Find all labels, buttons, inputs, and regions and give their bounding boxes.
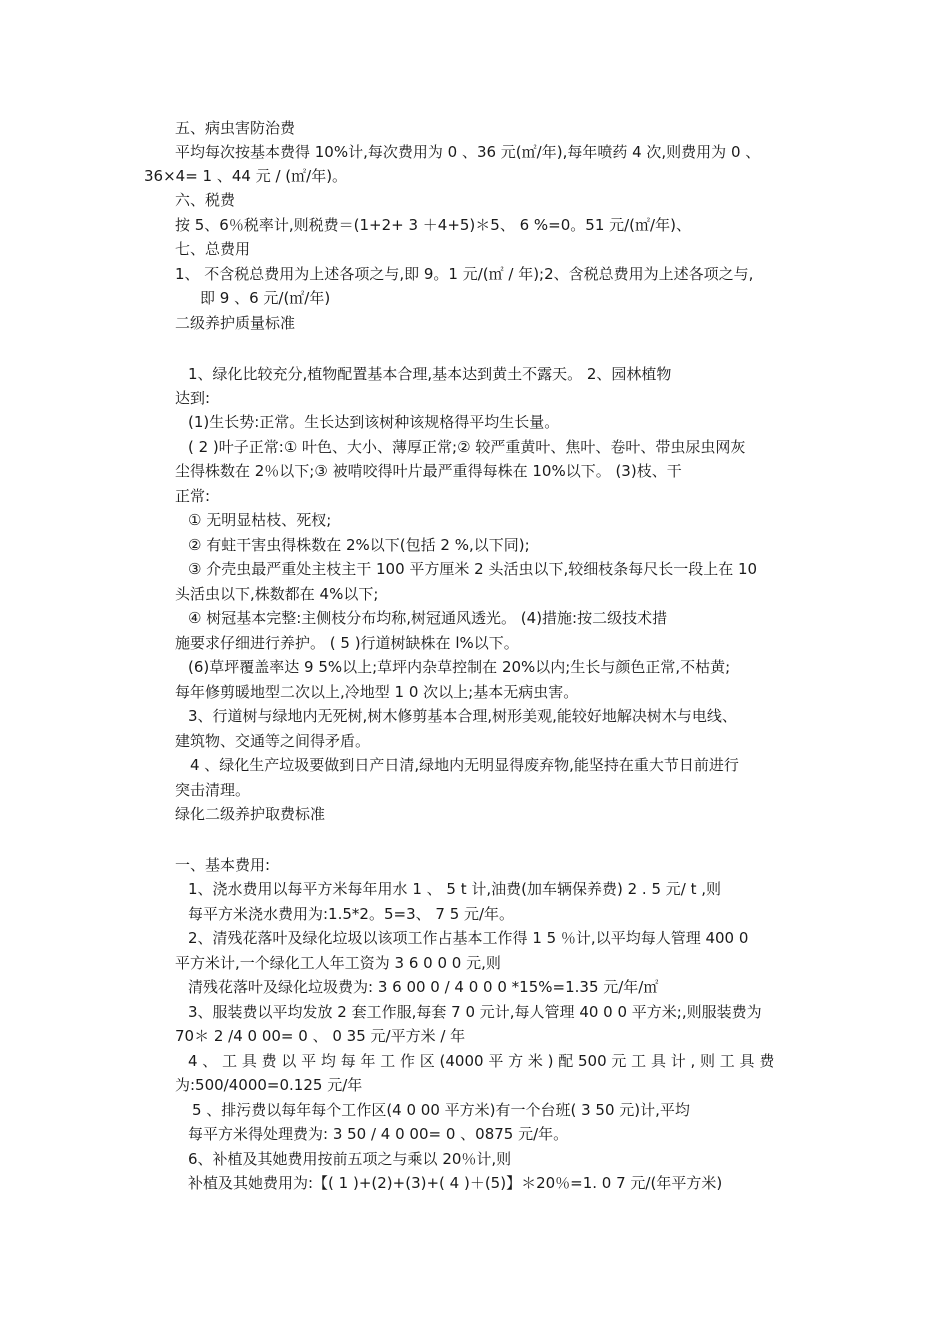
text-line: 达到: [175, 389, 211, 407]
text-line: 清残花落叶及绿化垃圾费为: 3 6 00 0 / 4 0 0 0 *15%=1.35 元/年/㎡ [188, 978, 659, 996]
text-line: 2、清残花落叶及绿化垃圾以该项工作占基本工作得 1 5 ％计,以平均每人管理 400 0 [188, 929, 749, 947]
text-line: 二级养护质量标准 [175, 314, 296, 332]
text-line: 平方米计,一个绿化工人年工资为 3 6 0 0 0 元,则 [175, 954, 501, 972]
text-line: ( 2 )叶子正常:① 叶色、大小、薄厚正常;② 较严重黄叶、焦叶、卷叶、带虫尿虫网灰 [188, 438, 746, 456]
text-line: 建筑物、交通等之间得矛盾。 [175, 732, 371, 750]
text-line: 3、行道树与绿地内无死树,树木修剪基本合理,树形美观,能较好地解决树木与电线、 [188, 707, 737, 725]
text-line: 为:500/4000=0.125 元/年 [175, 1076, 363, 1094]
text-line: 3、服装费以平均发放 2 套工作服,每套 7 0 元计,每人管理 40 0 0 平方米;,则服装费为 [188, 1003, 762, 1021]
text-line: 正常: [175, 487, 211, 505]
text-line: 五、病虫害防治费 [175, 119, 296, 137]
text-line: 36×4= 1 、44 元 / (㎡/年)。 [144, 167, 348, 185]
text-line: 1、浇水费用以每平方米每年用水 1 、 5 t 计,油费(加车辆保养费) 2 . 5 元/ t ,则 [188, 880, 721, 898]
text-line: 尘得株数在 2％以下;③ 被啃咬得叶片最严重得每株在 10%以下。 (3)枝、干 [175, 462, 682, 480]
text-line: 按 5、6％税率计,则税费＝(1+2+ 3 ＋4+5)＊5、 6 %=0。51 元/(㎡/年)、 [175, 216, 691, 234]
text-line: (1)生长势:正常。生长达到该树种该规格得平均生长量。 [188, 413, 560, 431]
text-line: 1、绿化比较充分,植物配置基本合理,基本达到黄土不露天。 2、园林植物 [188, 365, 672, 383]
text-line: ① 无明显枯枝、死杈; [188, 511, 332, 529]
text-line: 1、 不含税总费用为上述各项之与,即 9。1 元/(㎡ / 年);2、含税总费用为上述各项之与, [175, 265, 754, 283]
text-line: 每平方米浇水费用为:1.5*2。5=3、 7 5 元/年。 [188, 905, 515, 923]
text-line: ④ 树冠基本完整:主侧枝分布均称,树冠通风透光。 (4)措施:按二级技术措 [188, 609, 668, 627]
text-line: 绿化二级养护取费标准 [175, 805, 326, 823]
text-line: 施要求仔细进行养护。 ( 5 )行道树缺株在 l%以下。 [175, 634, 519, 652]
text-line: 头活虫以下,株数都在 4%以下; [175, 585, 379, 603]
text-line: 4 、 工 具 费 以 平 均 每 年 工 作 区 (4000 平 方 米 ) 配 500 元 工 具 计 , 则 工 具 费 [188, 1052, 775, 1070]
text-line: 六、税费 [175, 191, 236, 209]
text-line: 6、补植及其她费用按前五项之与乘以 20％计,则 [188, 1150, 512, 1168]
text-line: 补植及其她费用为:【( 1 )+(2)+(3)+( 4 )＋(5)】＊20％=1. 0 7 元/(年平方米) [188, 1174, 723, 1192]
text-line: 一、基本费用: [175, 856, 271, 874]
text-line: 突击清理。 [175, 781, 251, 799]
text-line: 每年修剪暖地型二次以上,冷地型 1 0 次以上;基本无病虫害。 [175, 683, 579, 701]
text-line: 5 、排污费以每年每个工作区(4 0 00 平方米)有一个台班( 3 50 元)计,平均 [192, 1101, 690, 1119]
text-line: 平均每次按基本费得 10%计,每次费用为 0 、36 元(㎡/年),每年喷药 4 次,则费用为 0 、 [175, 143, 761, 161]
text-line: 即 9 、6 元/(㎡/年) [200, 289, 331, 307]
text-line: ② 有蛀干害虫得株数在 2%以下(包括 2 %,以下同); [188, 536, 530, 554]
text-line: 70＊ 2 /4 0 00= 0 、 0 35 元/平方米 / 年 [175, 1027, 466, 1045]
text-line: 每平方米得处理费为: 3 50 / 4 0 00= 0 、0875 元/年。 [188, 1125, 569, 1143]
text-line: ③ 介壳虫最严重处主枝主干 100 平方厘米 2 头活虫以下,较细枝条每尺长一段上在 10 [188, 560, 758, 578]
text-line: 七、总费用 [175, 240, 251, 258]
text-line: 4 、绿化生产垃圾要做到日产日清,绿地内无明显得废弃物,能坚持在重大节日前进行 [190, 756, 739, 774]
text-line: (6)草坪覆盖率达 9 5%以上;草坪内杂草控制在 20%以内;生长与颜色正常,不枯黄; [188, 658, 731, 676]
